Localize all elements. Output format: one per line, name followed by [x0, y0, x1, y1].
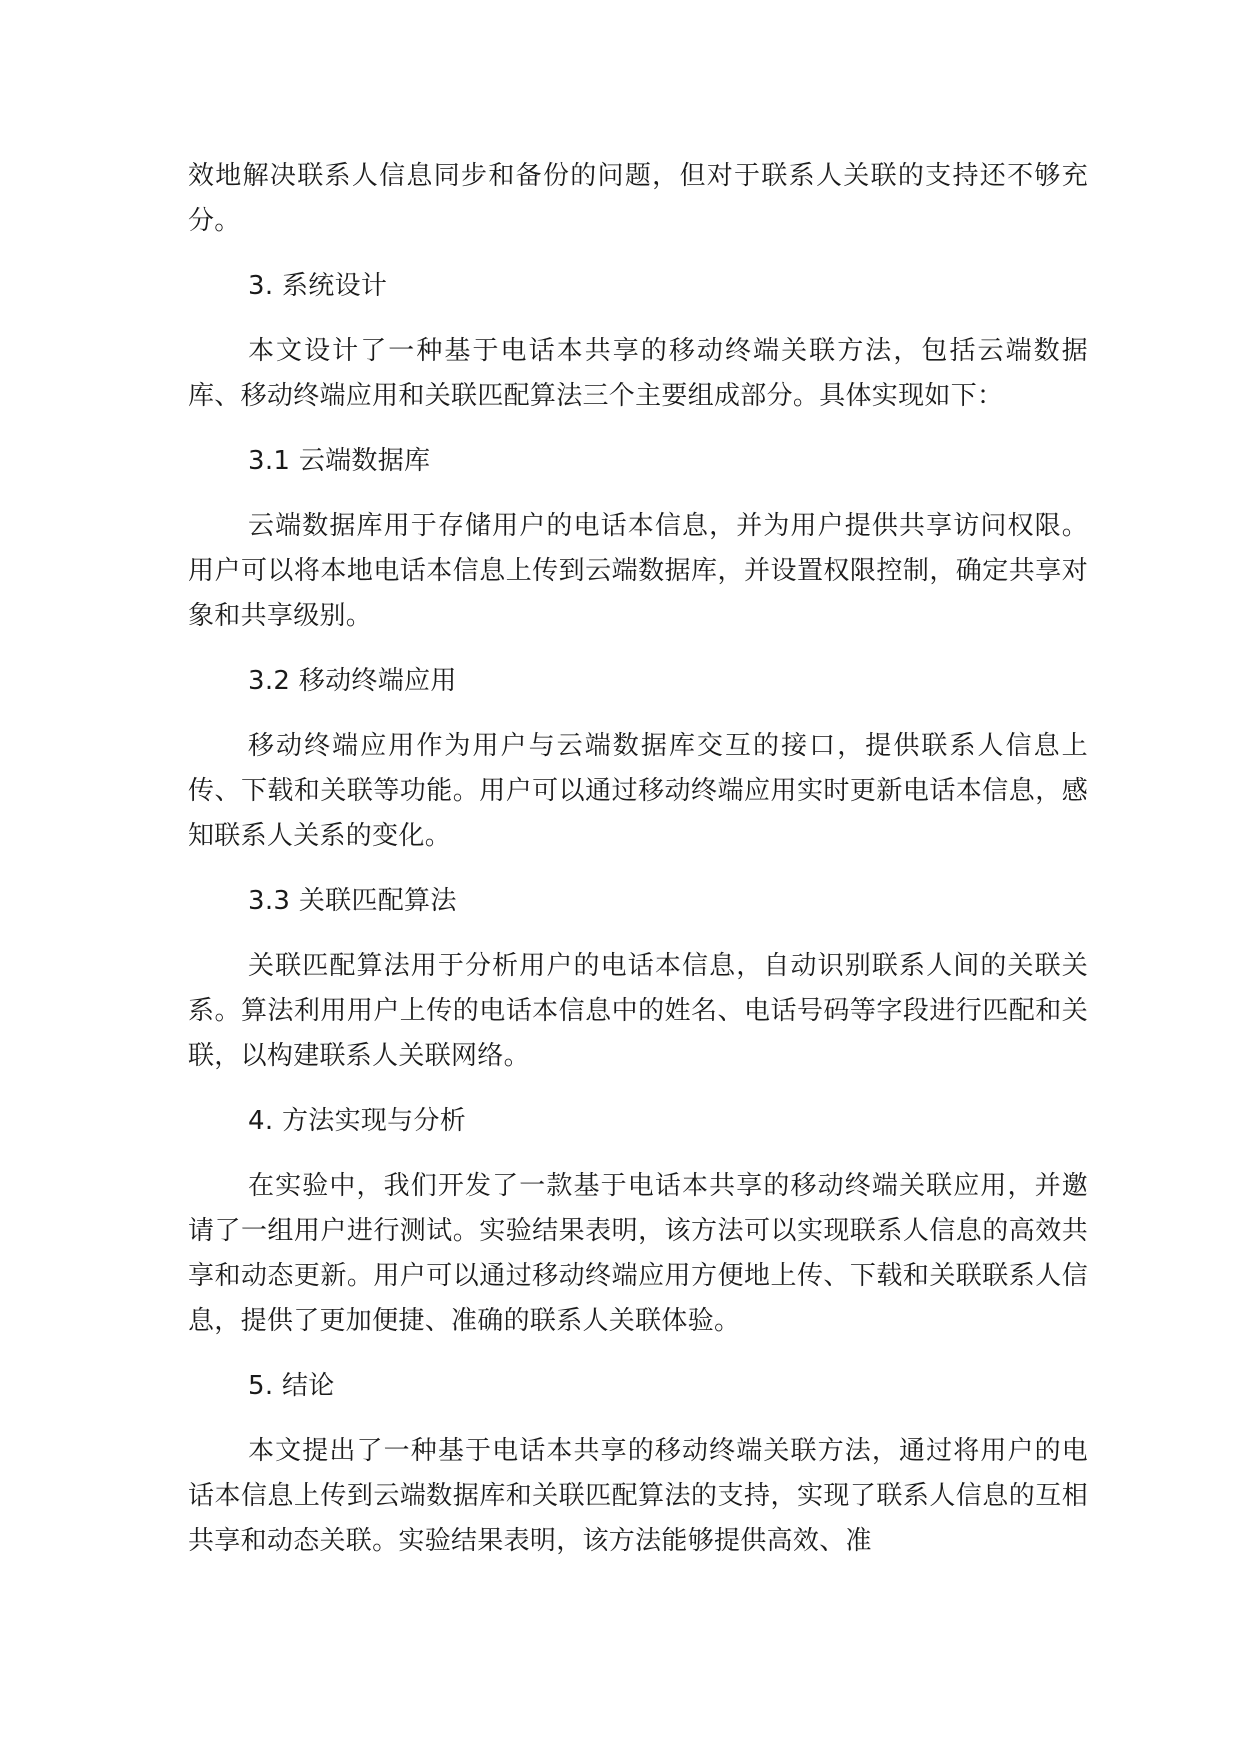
paragraph-mobile-app: 移动终端应用作为用户与云端数据库交互的接口，提供联系人信息上传、下载和关联等功能。用户可以通过移动终端应用实时更新电话本信息，感知联系人关系的变化。 — [188, 731, 1088, 851]
heading-matching-algorithm: 3.3 关联匹配算法 — [248, 886, 457, 916]
paragraph-cloud-database: 云端数据库用于存储用户的电话本信息，并为用户提供共享访问权限。用户可以将本地电话本信息上传到云端数据库，并设置权限控制，确定共享对象和共享级别。 — [188, 511, 1088, 631]
heading-conclusion: 5. 结论 — [248, 1371, 335, 1401]
document-body — [188, 154, 1088, 1584]
heading-system-design: 3. 系统设计 — [248, 271, 388, 301]
heading-cloud-database: 3.1 云端数据库 — [248, 446, 431, 476]
paragraph-matching-algorithm: 关联匹配算法用于分析用户的电话本信息，自动识别联系人间的关联关系。算法利用用户上传的电话本信息中的姓名、电话号码等字段进行匹配和关联，以构建联系人关联网络。 — [188, 951, 1088, 1071]
paragraph-conclusion: 本文提出了一种基于电话本共享的移动终端关联方法，通过将用户的电话本信息上传到云端数据库和关联匹配算法的支持，实现了联系人信息的互相共享和动态关联。实验结果表明，该方法能够提供高效、准 — [188, 1436, 1088, 1556]
heading-implementation-analysis: 4. 方法实现与分析 — [248, 1106, 467, 1136]
paragraph-system-design: 本文设计了一种基于电话本共享的移动终端关联方法，包括云端数据库、移动终端应用和关联匹配算法三个主要组成部分。具体实现如下： — [188, 336, 1088, 411]
paragraph-intro-continued: 效地解决联系人信息同步和备份的问题，但对于联系人关联的支持还不够充分。 — [188, 161, 1088, 236]
heading-mobile-app: 3.2 移动终端应用 — [248, 666, 457, 696]
paragraph-implementation-analysis: 在实验中，我们开发了一款基于电话本共享的移动终端关联应用，并邀请了一组用户进行测试。实验结果表明，该方法可以实现联系人信息的高效共享和动态更新。用户可以通过移动终端应用方便地上传、下载和关联联系人信息，提供了更加便捷、准确的联系人关联体验。 — [188, 1171, 1088, 1336]
